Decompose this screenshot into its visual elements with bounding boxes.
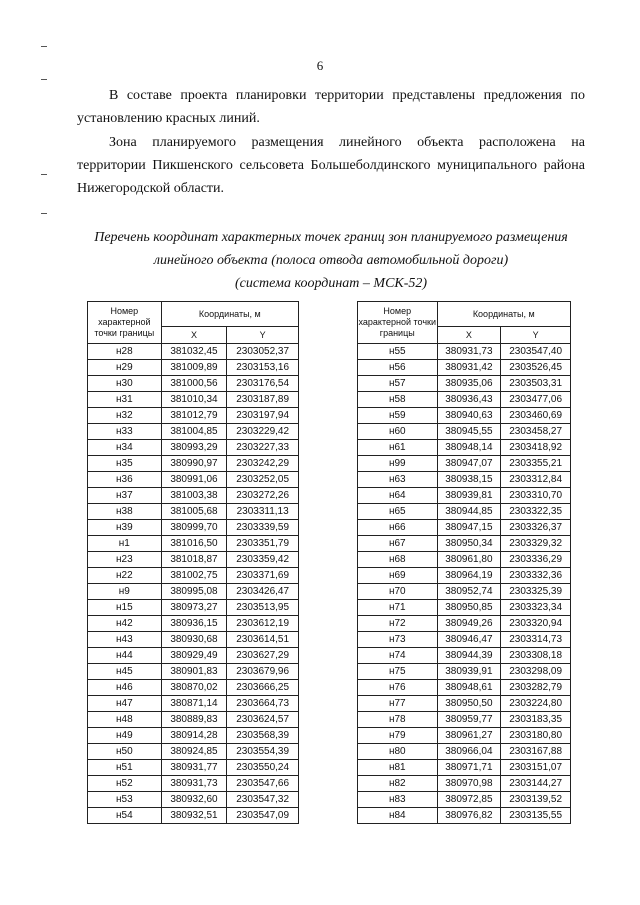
point-number-cell: н35: [88, 456, 162, 472]
x-coordinate-cell: 380932,60: [161, 792, 227, 808]
y-coordinate-cell: 2303547,40: [501, 344, 571, 360]
y-coordinate-cell: 2303679,96: [227, 664, 299, 680]
page-number: 6: [316, 58, 324, 73]
y-coordinate-cell: 2303139,52: [501, 792, 571, 808]
table-body: [88, 344, 299, 824]
point-number-cell: н28: [88, 344, 162, 360]
point-number-cell: н75: [358, 664, 438, 680]
y-coordinate-cell: 2303359,42: [227, 552, 299, 568]
y-coordinate-cell: 2303477,06: [501, 392, 571, 408]
table-row: [88, 728, 299, 744]
table-row: [358, 424, 571, 440]
y-coordinate-cell: 2303547,66: [227, 776, 299, 792]
point-number-cell: н79: [358, 728, 438, 744]
table-row: [358, 440, 571, 456]
point-number-cell: н65: [358, 504, 438, 520]
y-coordinate-cell: 2303176,54: [227, 376, 299, 392]
y-coordinate-cell: 2303503,31: [501, 376, 571, 392]
table-row: [88, 456, 299, 472]
table-body: [358, 344, 571, 824]
table-row: [88, 376, 299, 392]
header-point-number: Номер характерной точки границы: [358, 302, 438, 344]
point-number-cell: н34: [88, 440, 162, 456]
x-coordinate-cell: 380976,82: [437, 808, 501, 824]
table-row: [358, 696, 571, 712]
point-number-cell: н84: [358, 808, 438, 824]
x-coordinate-cell: 381005,68: [161, 504, 227, 520]
x-coordinate-cell: 380944,39: [437, 648, 501, 664]
table-row: [358, 392, 571, 408]
x-coordinate-cell: 380990,97: [161, 456, 227, 472]
point-number-cell: н53: [88, 792, 162, 808]
list-title-line-1: Перечень координат характерных точек границ зон планируемого размещения: [94, 230, 568, 245]
point-number-cell: н52: [88, 776, 162, 792]
point-number-cell: н67: [358, 536, 438, 552]
table-row: [358, 536, 571, 552]
x-coordinate-cell: 380931,73: [161, 776, 227, 792]
table-row: [358, 456, 571, 472]
point-number-cell: н80: [358, 744, 438, 760]
header-x: X: [437, 327, 501, 344]
header-y: Y: [227, 327, 299, 344]
y-coordinate-cell: 2303418,92: [501, 440, 571, 456]
table-row: [358, 728, 571, 744]
point-number-cell: н47: [88, 696, 162, 712]
point-number-cell: н23: [88, 552, 162, 568]
y-coordinate-cell: 2303242,29: [227, 456, 299, 472]
point-number-cell: н38: [88, 504, 162, 520]
point-number-cell: н15: [88, 600, 162, 616]
table-row: [358, 488, 571, 504]
table-row: [358, 808, 571, 824]
point-number-cell: н82: [358, 776, 438, 792]
table-row: [358, 632, 571, 648]
x-coordinate-cell: 380970,98: [437, 776, 501, 792]
y-coordinate-cell: 2303323,34: [501, 600, 571, 616]
point-number-cell: н43: [88, 632, 162, 648]
y-coordinate-cell: 2303320,94: [501, 616, 571, 632]
x-coordinate-cell: 380946,47: [437, 632, 501, 648]
point-number-cell: н63: [358, 472, 438, 488]
point-number-cell: н22: [88, 568, 162, 584]
table-row: [88, 536, 299, 552]
table-row: [88, 616, 299, 632]
x-coordinate-cell: 380929,49: [161, 648, 227, 664]
table-row: [88, 760, 299, 776]
header-coordinates: Координаты, м: [437, 302, 570, 327]
y-coordinate-cell: 2303355,21: [501, 456, 571, 472]
y-coordinate-cell: 2303298,09: [501, 664, 571, 680]
y-coordinate-cell: 2303458,27: [501, 424, 571, 440]
x-coordinate-cell: 380993,29: [161, 440, 227, 456]
x-coordinate-cell: 380964,19: [437, 568, 501, 584]
table-row: [88, 696, 299, 712]
x-coordinate-cell: 380939,81: [437, 488, 501, 504]
x-coordinate-cell: 380999,70: [161, 520, 227, 536]
x-coordinate-cell: 380991,06: [161, 472, 227, 488]
point-number-cell: н73: [358, 632, 438, 648]
point-number-cell: н29: [88, 360, 162, 376]
x-coordinate-cell: 380947,15: [437, 520, 501, 536]
x-coordinate-cell: 381032,45: [161, 344, 227, 360]
table-row: [358, 344, 571, 360]
y-coordinate-cell: 2303151,07: [501, 760, 571, 776]
x-coordinate-cell: 380931,42: [437, 360, 501, 376]
margin-mark: [41, 79, 47, 80]
table-row: [358, 376, 571, 392]
x-coordinate-cell: 380940,63: [437, 408, 501, 424]
y-coordinate-cell: 2303336,29: [501, 552, 571, 568]
point-number-cell: н45: [88, 664, 162, 680]
x-coordinate-cell: 380966,04: [437, 744, 501, 760]
y-coordinate-cell: 2303568,39: [227, 728, 299, 744]
table-row: [358, 472, 571, 488]
x-coordinate-cell: 380950,50: [437, 696, 501, 712]
header-coordinates: Координаты, м: [161, 302, 298, 327]
x-coordinate-cell: 380959,77: [437, 712, 501, 728]
table-row: [88, 392, 299, 408]
point-number-cell: н76: [358, 680, 438, 696]
table-row: [358, 760, 571, 776]
point-number-cell: н50: [88, 744, 162, 760]
point-number-cell: н31: [88, 392, 162, 408]
y-coordinate-cell: 2303554,39: [227, 744, 299, 760]
point-number-cell: н39: [88, 520, 162, 536]
point-number-cell: н99: [358, 456, 438, 472]
y-coordinate-cell: 2303627,29: [227, 648, 299, 664]
table-row: [358, 568, 571, 584]
y-coordinate-cell: 2303547,32: [227, 792, 299, 808]
x-coordinate-cell: 380930,68: [161, 632, 227, 648]
margin-mark: [41, 174, 47, 175]
table-row: [358, 584, 571, 600]
point-number-cell: н49: [88, 728, 162, 744]
coordinates-list-title: [77, 226, 585, 295]
x-coordinate-cell: 381002,75: [161, 568, 227, 584]
table-row: [358, 360, 571, 376]
y-coordinate-cell: 2303513,95: [227, 600, 299, 616]
point-number-cell: н77: [358, 696, 438, 712]
point-number-cell: н1: [88, 536, 162, 552]
x-coordinate-cell: 380871,14: [161, 696, 227, 712]
x-coordinate-cell: 380950,85: [437, 600, 501, 616]
table-row: [88, 776, 299, 792]
table-row: [88, 808, 299, 824]
table-row: [88, 520, 299, 536]
y-coordinate-cell: 2303197,94: [227, 408, 299, 424]
y-coordinate-cell: 2303460,69: [501, 408, 571, 424]
point-number-cell: н69: [358, 568, 438, 584]
y-coordinate-cell: 2303311,13: [227, 504, 299, 520]
y-coordinate-cell: 2303325,39: [501, 584, 571, 600]
coordinates-table-left: [87, 301, 299, 824]
x-coordinate-cell: 380924,85: [161, 744, 227, 760]
point-number-cell: н44: [88, 648, 162, 664]
y-coordinate-cell: 2303167,88: [501, 744, 571, 760]
table-row: [88, 504, 299, 520]
y-coordinate-cell: 2303351,79: [227, 536, 299, 552]
table-row: [88, 552, 299, 568]
x-coordinate-cell: 380870,02: [161, 680, 227, 696]
table-row: [358, 408, 571, 424]
point-number-cell: н46: [88, 680, 162, 696]
y-coordinate-cell: 2303329,32: [501, 536, 571, 552]
table-row: [88, 408, 299, 424]
table-row: [88, 632, 299, 648]
x-coordinate-cell: 380931,77: [161, 760, 227, 776]
y-coordinate-cell: 2303371,69: [227, 568, 299, 584]
y-coordinate-cell: 2303322,35: [501, 504, 571, 520]
y-coordinate-cell: 2303526,45: [501, 360, 571, 376]
y-coordinate-cell: 2303180,80: [501, 728, 571, 744]
table-row: [358, 600, 571, 616]
point-number-cell: н83: [358, 792, 438, 808]
x-coordinate-cell: 381000,56: [161, 376, 227, 392]
x-coordinate-cell: 380971,71: [437, 760, 501, 776]
table-row: [88, 744, 299, 760]
y-coordinate-cell: 2303339,59: [227, 520, 299, 536]
table-row: [358, 520, 571, 536]
table-row: [358, 664, 571, 680]
y-coordinate-cell: 2303153,16: [227, 360, 299, 376]
x-coordinate-cell: 381012,79: [161, 408, 227, 424]
table-row: [358, 504, 571, 520]
y-coordinate-cell: 2303272,26: [227, 488, 299, 504]
point-number-cell: н68: [358, 552, 438, 568]
x-coordinate-cell: 380935,06: [437, 376, 501, 392]
x-coordinate-cell: 380948,61: [437, 680, 501, 696]
table-row: [88, 648, 299, 664]
y-coordinate-cell: 2303326,37: [501, 520, 571, 536]
table-row: [88, 568, 299, 584]
x-coordinate-cell: 380938,15: [437, 472, 501, 488]
x-coordinate-cell: 380936,15: [161, 616, 227, 632]
x-coordinate-cell: 380950,34: [437, 536, 501, 552]
point-number-cell: н59: [358, 408, 438, 424]
point-number-cell: н51: [88, 760, 162, 776]
margin-mark: [41, 213, 47, 214]
table-row: [358, 776, 571, 792]
x-coordinate-cell: 381010,34: [161, 392, 227, 408]
y-coordinate-cell: 2303612,19: [227, 616, 299, 632]
point-number-cell: н61: [358, 440, 438, 456]
y-coordinate-cell: 2303183,35: [501, 712, 571, 728]
point-number-cell: н33: [88, 424, 162, 440]
x-coordinate-cell: 381016,50: [161, 536, 227, 552]
table-row: [358, 552, 571, 568]
table-row: [358, 616, 571, 632]
point-number-cell: н64: [358, 488, 438, 504]
table-row: [358, 744, 571, 760]
y-coordinate-cell: 2303135,55: [501, 808, 571, 824]
y-coordinate-cell: 2303314,73: [501, 632, 571, 648]
point-number-cell: н32: [88, 408, 162, 424]
paragraph-red-lines: В составе проекта планировки территории представлены предложения по установлению красных линий.: [77, 88, 585, 126]
y-coordinate-cell: 2303664,73: [227, 696, 299, 712]
point-number-cell: н48: [88, 712, 162, 728]
x-coordinate-cell: 380972,85: [437, 792, 501, 808]
point-number-cell: н58: [358, 392, 438, 408]
point-number-cell: н54: [88, 808, 162, 824]
point-number-cell: н30: [88, 376, 162, 392]
x-coordinate-cell: 380889,83: [161, 712, 227, 728]
point-number-cell: н71: [358, 600, 438, 616]
table-row: [88, 680, 299, 696]
table-row: [88, 360, 299, 376]
y-coordinate-cell: 2303550,24: [227, 760, 299, 776]
y-coordinate-cell: 2303547,09: [227, 808, 299, 824]
coordinates-table-right: [357, 301, 571, 824]
y-coordinate-cell: 2303227,33: [227, 440, 299, 456]
x-coordinate-cell: 380944,85: [437, 504, 501, 520]
table-row: [358, 680, 571, 696]
y-coordinate-cell: 2303308,18: [501, 648, 571, 664]
point-number-cell: н42: [88, 616, 162, 632]
x-coordinate-cell: 381018,87: [161, 552, 227, 568]
x-coordinate-cell: 380945,55: [437, 424, 501, 440]
x-coordinate-cell: 380961,80: [437, 552, 501, 568]
point-number-cell: н36: [88, 472, 162, 488]
y-coordinate-cell: 2303187,89: [227, 392, 299, 408]
point-number-cell: н60: [358, 424, 438, 440]
table-row: [88, 440, 299, 456]
y-coordinate-cell: 2303614,51: [227, 632, 299, 648]
table-row: [88, 424, 299, 440]
y-coordinate-cell: 2303224,80: [501, 696, 571, 712]
table-row: [88, 792, 299, 808]
table-row: [88, 488, 299, 504]
y-coordinate-cell: 2303666,25: [227, 680, 299, 696]
table-row: [88, 584, 299, 600]
point-number-cell: н72: [358, 616, 438, 632]
point-number-cell: н70: [358, 584, 438, 600]
x-coordinate-cell: 380901,83: [161, 664, 227, 680]
table-row: [88, 344, 299, 360]
x-coordinate-cell: 380961,27: [437, 728, 501, 744]
x-coordinate-cell: 380947,07: [437, 456, 501, 472]
y-coordinate-cell: 2303144,27: [501, 776, 571, 792]
margin-mark: [41, 46, 47, 47]
table-row: [88, 712, 299, 728]
y-coordinate-cell: 2303312,84: [501, 472, 571, 488]
y-coordinate-cell: 2303426,47: [227, 584, 299, 600]
point-number-cell: н37: [88, 488, 162, 504]
header-point-number: Номер характерной точки границы: [88, 302, 162, 344]
x-coordinate-cell: 380939,91: [437, 664, 501, 680]
y-coordinate-cell: 2303252,05: [227, 472, 299, 488]
table-row: [358, 792, 571, 808]
point-number-cell: н57: [358, 376, 438, 392]
point-number-cell: н55: [358, 344, 438, 360]
table-row: [358, 648, 571, 664]
table-row: [88, 600, 299, 616]
y-coordinate-cell: 2303282,79: [501, 680, 571, 696]
x-coordinate-cell: 380936,43: [437, 392, 501, 408]
list-title-line-2: линейного объекта (полоса отвода автомобильной дороги): [153, 253, 509, 268]
x-coordinate-cell: 380931,73: [437, 344, 501, 360]
x-coordinate-cell: 380949,26: [437, 616, 501, 632]
y-coordinate-cell: 2303332,36: [501, 568, 571, 584]
x-coordinate-cell: 380914,28: [161, 728, 227, 744]
y-coordinate-cell: 2303052,37: [227, 344, 299, 360]
table-row: [88, 472, 299, 488]
point-number-cell: н56: [358, 360, 438, 376]
x-coordinate-cell: 380952,74: [437, 584, 501, 600]
y-coordinate-cell: 2303310,70: [501, 488, 571, 504]
header-x: X: [161, 327, 227, 344]
x-coordinate-cell: 380995,08: [161, 584, 227, 600]
point-number-cell: н66: [358, 520, 438, 536]
x-coordinate-cell: 381004,85: [161, 424, 227, 440]
point-number-cell: н74: [358, 648, 438, 664]
list-title-line-3: (система координат – МСК-52): [234, 276, 428, 291]
header-y: Y: [501, 327, 571, 344]
point-number-cell: н78: [358, 712, 438, 728]
paragraph-zone-location: Зона планируемого размещения линейного объекта расположена на территории Пикшенского сельсовета Большеболдинского муниципального района Нижегородской области.: [77, 135, 585, 196]
x-coordinate-cell: 380932,51: [161, 808, 227, 824]
point-number-cell: н81: [358, 760, 438, 776]
x-coordinate-cell: 380948,14: [437, 440, 501, 456]
y-coordinate-cell: 2303229,42: [227, 424, 299, 440]
x-coordinate-cell: 381003,38: [161, 488, 227, 504]
x-coordinate-cell: 381009,89: [161, 360, 227, 376]
x-coordinate-cell: 380973,27: [161, 600, 227, 616]
point-number-cell: н9: [88, 584, 162, 600]
table-row: [88, 664, 299, 680]
table-row: [358, 712, 571, 728]
y-coordinate-cell: 2303624,57: [227, 712, 299, 728]
